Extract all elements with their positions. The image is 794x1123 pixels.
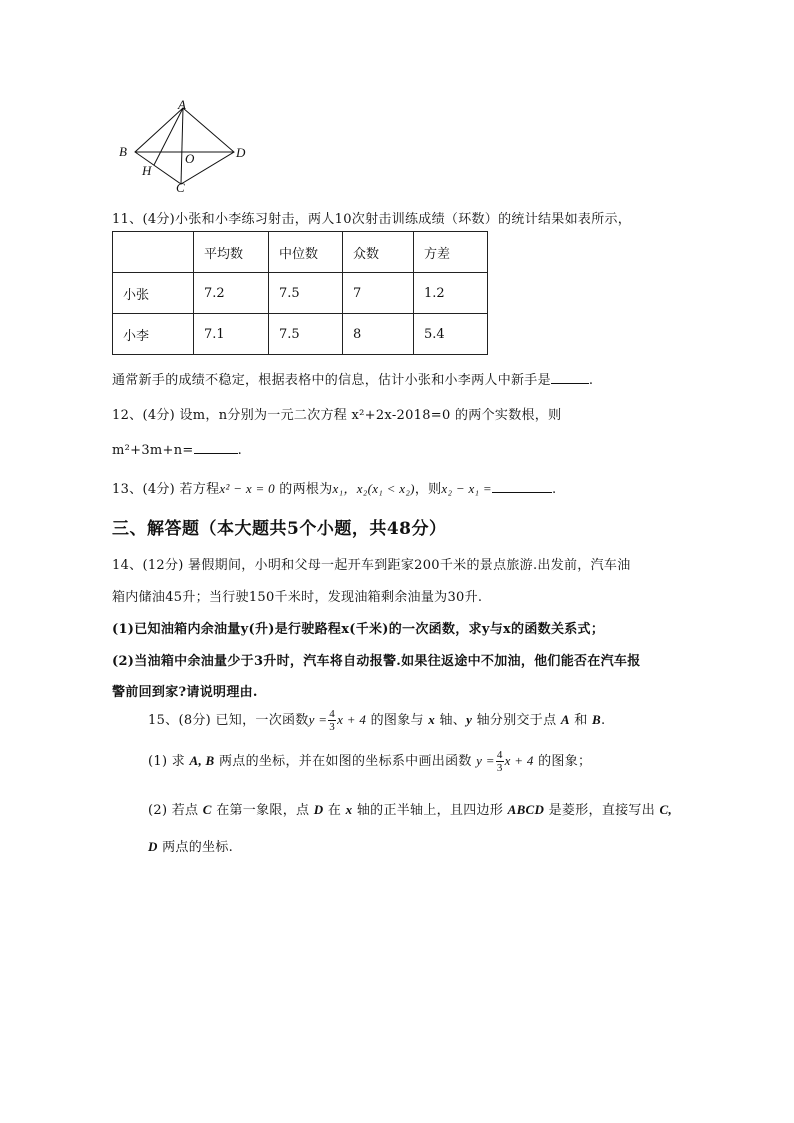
fraction-numerator: 4 (329, 708, 336, 720)
q11-stats-table (112, 231, 488, 355)
q15-part2-c2: 在 (323, 803, 346, 818)
fraction-numerator: 4 (496, 749, 503, 761)
q15-point-a: A (560, 712, 570, 727)
fraction (496, 749, 504, 774)
table-header-cell: 众数 (343, 232, 414, 273)
q15-part1-y: y = (476, 753, 495, 768)
table-cell: 7.5 (269, 273, 343, 314)
q15-part2-d: D (313, 802, 324, 817)
q15-and: 和 (569, 713, 592, 728)
q14-part2a: (2)当油箱中余油量少于3升时，汽车将自动报警.如果往返途中不加油，他们能否在汽车报 (112, 654, 641, 669)
q12-line2 (112, 441, 242, 458)
q15-part2-a: (2) 若点 (148, 803, 203, 818)
q13-equation: x² − x = 0 (219, 481, 275, 496)
q15-axis1: 轴、 (435, 713, 467, 728)
q14-line2: 箱内储油45升；当行驶150千米时，发现油箱剩余油量为30升. (112, 590, 483, 605)
q15-line1 (148, 708, 605, 733)
q15-part2-line2 (148, 836, 233, 855)
fraction-denominator: 3 (329, 721, 336, 733)
q11-question-text: 通常新手的成绩不稳定，根据表格中的信息，估计小张和小李两人中新手是 (112, 373, 551, 388)
q13-expr: x₂ − x₁ = (441, 481, 492, 496)
table-cell: 7.1 (194, 314, 269, 355)
q11-end: . (588, 373, 594, 388)
q15-part2-e: 是菱形，直接写出 (544, 803, 660, 818)
label-c: C (176, 180, 185, 195)
q15-y: y = (308, 712, 328, 727)
table-header-cell: 方差 (414, 232, 488, 273)
q12-end: . (237, 443, 243, 458)
table-cell: 7.5 (269, 314, 343, 355)
fraction (328, 708, 336, 733)
q15-point-b: B (592, 712, 601, 727)
q15-part1-prefix: (1) 求 (148, 754, 190, 769)
q13-end: . (552, 482, 557, 497)
q12-line1: 12、(4分) 设m，n分别为一元二次方程 x²+2x-2018=0 的两个实数根，则 (112, 408, 562, 423)
q15-part2-x: x (345, 802, 353, 817)
answer-blank (551, 371, 589, 384)
q14-part1: (1)已知油箱内余油量y(升)是行驶路程x(千米)的一次函数，求y与x的函数关系式； (112, 622, 605, 637)
q15-part1-end: 的图象； (533, 754, 592, 769)
table-cell: 小李 (113, 314, 194, 355)
q15-end: . (600, 713, 606, 728)
answer-blank (492, 480, 552, 493)
answer-blank (194, 441, 238, 454)
q15-part2-cc: C, (659, 802, 672, 817)
rhombus-figure (110, 96, 260, 196)
q15-part2-c: C (202, 802, 212, 817)
q14-line1: 14、(12分) 暑假期间，小明和父母一起开车到距家200千米的景点旅游.出发前，汽车油 (112, 558, 631, 573)
table-cell: 7.2 (194, 273, 269, 314)
q12-expr: m²+3m+n= (112, 443, 194, 458)
table-header-row (113, 232, 488, 273)
table-cell: 5.4 (414, 314, 488, 355)
label-a: A (178, 97, 186, 112)
label-b: B (119, 144, 127, 159)
q13-mid: 的两根为 (274, 482, 333, 497)
q15-part2-line2-text: 两点的坐标. (157, 840, 234, 855)
table-cell: 7 (343, 273, 414, 314)
q11-intro: 11、(4分)小张和小李练习射击，两人10次射击训练成绩（环数）的统计结果如表所示， (112, 212, 632, 227)
q14-part2b: 警前回到家?请说明理由. (112, 685, 258, 700)
table-header-cell: 平均数 (194, 232, 269, 273)
q13-line (112, 478, 556, 497)
q11-question (112, 369, 593, 388)
fraction-denominator: 3 (496, 762, 503, 774)
table-cell: 8 (343, 314, 414, 355)
label-d: D (236, 145, 246, 160)
q15-part2-d2: 轴的正半轴上，且四边形 (352, 803, 508, 818)
q15-prefix: 15、(8分) 已知，一次函数 (148, 713, 309, 728)
q15-part2-line2-d: D (148, 839, 158, 854)
q15-x-axis: x (428, 712, 436, 727)
q15-after: 的图象与 (366, 713, 429, 728)
q15-axis2: 轴分别交于点 (472, 713, 561, 728)
table-row (113, 273, 488, 314)
q13-then: ，则 (414, 482, 442, 497)
q15-part1 (148, 749, 591, 774)
q13-roots: x₁，x₂(x₁ < x₂) (332, 481, 415, 496)
section-title: 三、解答题（本大题共5个小题，共48分） (112, 519, 447, 539)
label-o: O (185, 151, 195, 166)
table-header-cell (113, 232, 194, 273)
q15-y-axis: y (466, 712, 473, 727)
q15-part2-abcd: ABCD (507, 802, 545, 817)
table-row (113, 314, 488, 355)
q15-part1-rest: x + 4 (504, 753, 534, 768)
table-header-cell: 中位数 (269, 232, 343, 273)
q13-prefix: 13、(4分) 若方程 (112, 482, 220, 497)
q15-part1-mid: 两点的坐标，并在如图的坐标系中画出函数 (214, 754, 477, 769)
table-cell: 小张 (113, 273, 194, 314)
label-h: H (142, 163, 152, 178)
q15-part2-line1 (148, 799, 672, 818)
table-cell: 1.2 (414, 273, 488, 314)
q15-part2-b: 在第一象限，点 (211, 803, 314, 818)
q15-part1-points: A, B (189, 753, 215, 768)
q15-rest: x + 4 (337, 712, 367, 727)
